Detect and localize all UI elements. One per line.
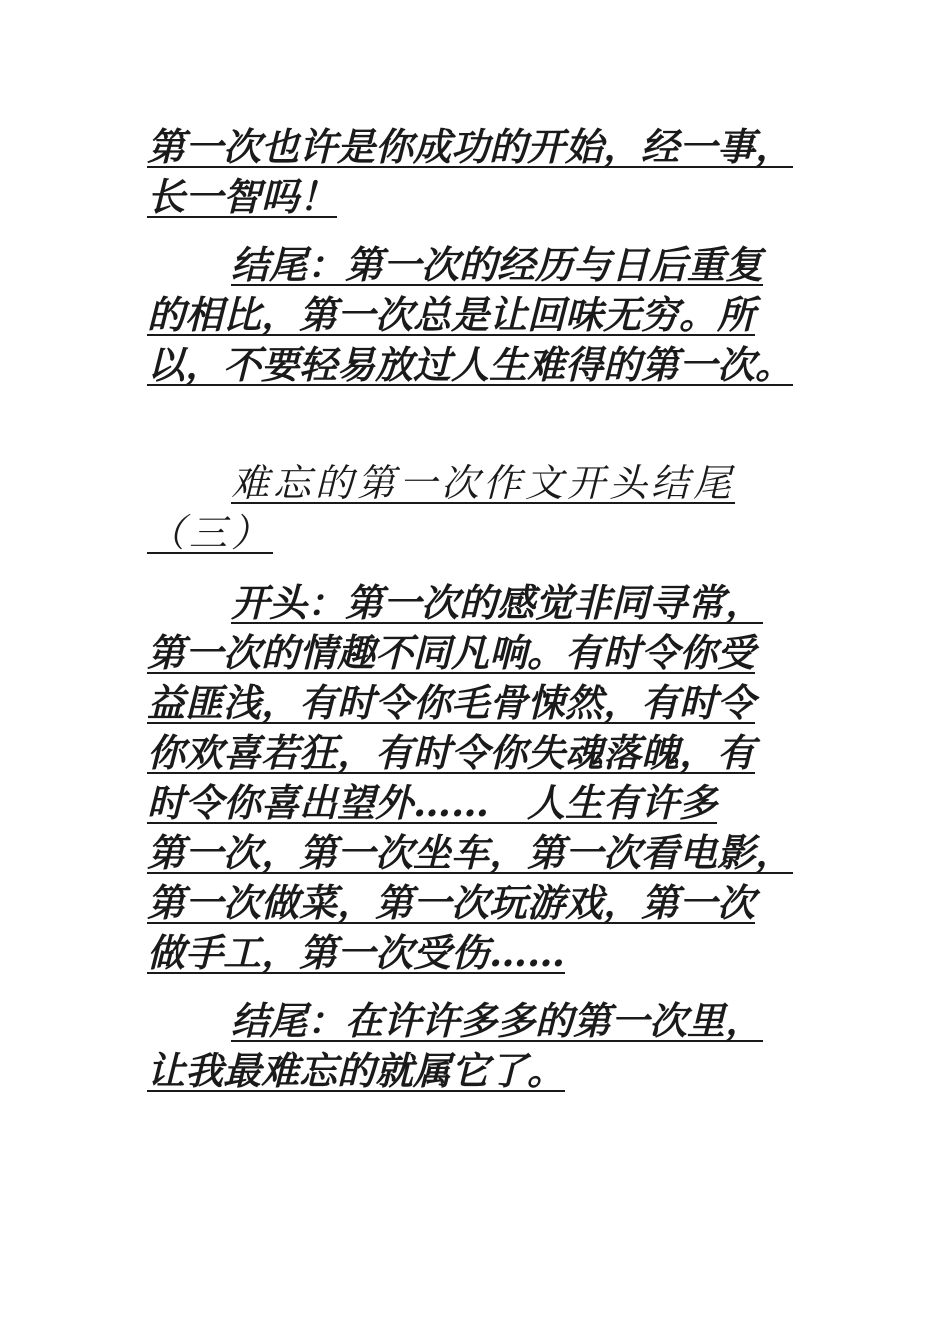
text-line: 第一次做菜，第一次玩游戏，第一次 — [147, 880, 756, 925]
text-line: 以，不要轻易放过人生难得的第一次。 — [147, 342, 794, 387]
text-line: 结尾：在许许多多的第一次里， — [231, 998, 764, 1043]
paragraph-ending-3 — [147, 996, 847, 1096]
text-line: 第一次，第一次坐车，第一次看电影， — [147, 830, 794, 875]
text-line: 第一次的情趣不同凡响。有时令你受 — [147, 630, 756, 675]
paragraph-opening-3 — [147, 578, 847, 978]
section-heading — [147, 458, 847, 558]
text-line: 开头：第一次的感觉非同寻常， — [231, 580, 764, 625]
text-line: 的相比，第一次总是让回味无穷。所 — [147, 292, 756, 337]
text-line: 结尾：第一次的经历与日后重复 — [231, 242, 764, 287]
heading-line: 难忘的第一次作文开头结尾 — [231, 461, 736, 505]
paragraph-ending-2 — [147, 240, 847, 390]
heading-line: （三） — [147, 511, 274, 555]
text-line: 你欢喜若狂，有时令你失魂落魄，有 — [147, 730, 756, 775]
text-line: 让我最难忘的就属它了。 — [147, 1048, 566, 1093]
text-line: 时令你喜出望外…… 人生有许多 — [147, 780, 718, 825]
text-line: 长一智吗！ — [147, 174, 338, 219]
paragraph-intro-continuation — [147, 122, 847, 222]
text-line: 做手工，第一次受伤…… — [147, 930, 566, 975]
text-line: 第一次也许是你成功的开始，经一事， — [147, 124, 794, 169]
text-line: 益匪浅，有时令你毛骨悚然，有时令 — [147, 680, 756, 725]
